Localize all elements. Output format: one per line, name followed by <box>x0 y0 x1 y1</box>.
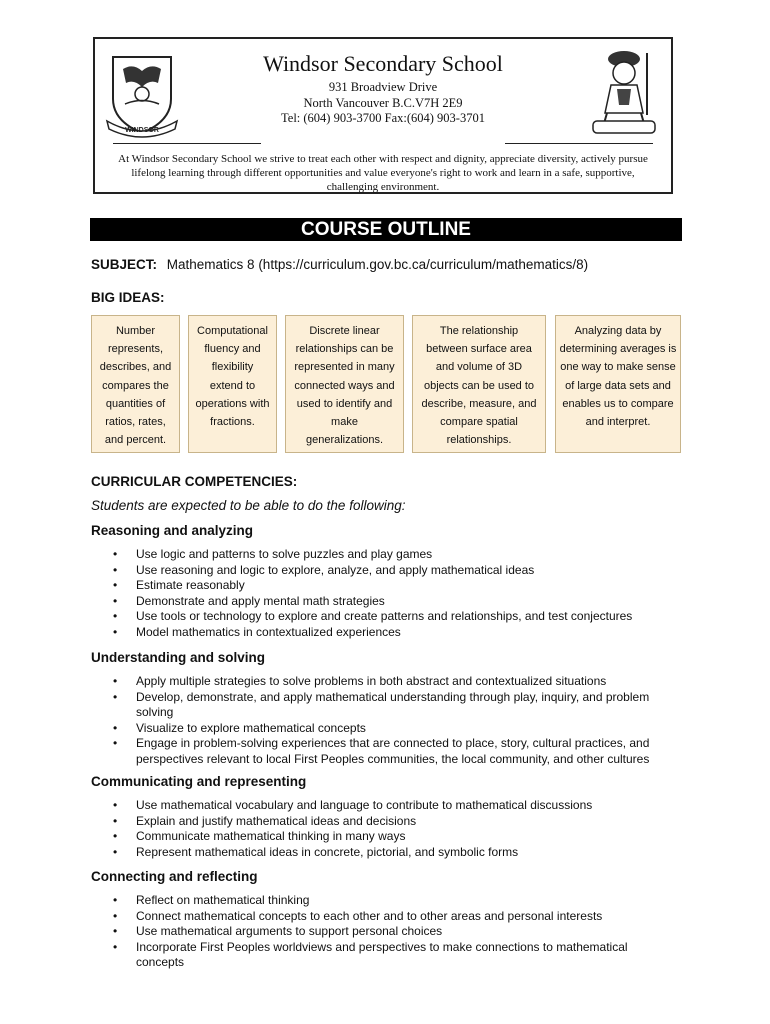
list-item: • Explain and justify mathematical ideas and decisions <box>108 814 698 830</box>
course-outline-banner: COURSE OUTLINE <box>90 218 682 241</box>
list-item: • Visualize to explore mathematical concepts <box>108 721 678 737</box>
section-title-understanding: Understanding and solving <box>91 650 266 665</box>
list-item: • Use mathematical vocabulary and language to contribute to mathematical discussions <box>108 798 698 814</box>
subject-label: SUBJECT: <box>91 257 158 272</box>
address-line-1: 931 Broadview Drive <box>328 80 438 94</box>
list-item: • Connect mathematical concepts to each other and to other areas and personal interests <box>108 909 668 925</box>
address-line-2: North Vancouver B.C.V7H 2E9 <box>303 96 463 110</box>
list-item: • Communicate mathematical thinking in many ways <box>108 829 698 845</box>
section-title-reasoning: Reasoning and analyzing <box>91 523 254 538</box>
mission-statement: At Windsor Secondary School we strive to treat each other with respect and dignity, appreciate diversity, actively pursue lifelong learning through different opportunities and value everyone's right to work and learn in a safe, supportive, challenging environment. <box>118 153 648 193</box>
school-name: Windsor Secondary School <box>263 51 503 76</box>
reasoning-list <box>108 547 698 640</box>
list-item: • Represent mathematical ideas in concrete, pictorial, and symbolic forms <box>108 845 698 861</box>
competencies-subtitle: Students are expected to be able to do the following: <box>91 498 406 513</box>
list-item: • Use logic and patterns to solve puzzles and play games <box>108 547 698 563</box>
list-item: • Reflect on mathematical thinking <box>108 893 668 909</box>
list-item: • Incorporate First Peoples worldviews and perspectives to make connections to mathematical concepts <box>108 940 668 971</box>
list-item: • Apply multiple strategies to solve problems in both abstract and contextualized situations <box>108 674 678 690</box>
school-header <box>93 37 673 194</box>
big-idea-card: Number represents, describes, and compares the quantities of ratios, rates, and percent. <box>91 315 180 453</box>
list-item: • Engage in problem-solving experiences that are connected to place, story, cultural practices, and perspectives relevant to local First Peoples communities, the local community, and other cultures <box>108 736 678 767</box>
subject-line <box>91 257 588 272</box>
list-item: • Model mathematics in contextualized experiences <box>108 625 698 641</box>
communicating-list <box>108 798 698 860</box>
connecting-list <box>108 893 668 971</box>
big-idea-card: Discrete linear relationships can be represented in many connected ways and used to identify and make generalizations. <box>285 315 404 453</box>
section-title-communicating: Communicating and representing <box>91 774 307 789</box>
list-item: • Demonstrate and apply mental math strategies <box>108 594 698 610</box>
crest-banner-text: WINDSOR <box>125 127 159 134</box>
big-idea-card: Computational fluency and flexibility extend to operations with fractions. <box>188 315 277 453</box>
list-item: • Develop, demonstrate, and apply mathematical understanding through play, inquiry, and problem solving <box>108 690 678 721</box>
big-idea-card: Analyzing data by determining averages is one way to make sense of large data sets and enables us to compare and interpret. <box>555 315 681 453</box>
list-item: • Use tools or technology to explore and create patterns and relationships, and test conjectures <box>108 609 698 625</box>
divider-right <box>505 143 653 144</box>
list-item: • Use reasoning and logic to explore, analyze, and apply mathematical ideas <box>108 563 698 579</box>
section-title-connecting: Connecting and reflecting <box>91 869 258 884</box>
contact-line: Tel: (604) 903-3700 Fax:(604) 903-3701 <box>281 111 485 125</box>
understanding-list <box>108 674 678 767</box>
list-item: • Use mathematical arguments to support personal choices <box>108 924 668 940</box>
divider-left <box>113 143 261 144</box>
competencies-heading: CURRICULAR COMPETENCIES: <box>91 474 298 489</box>
list-item: • Estimate reasonably <box>108 578 698 594</box>
mascot-logo <box>587 45 661 137</box>
big-ideas-heading: BIG IDEAS: <box>91 290 165 305</box>
big-idea-card: The relationship between surface area and volume of 3D objects can be used to describe, measure, and compare spatial relationships. <box>412 315 546 453</box>
subject-value: Mathematics 8 (https://curriculum.gov.bc.ca/curriculum/mathematics/8) <box>166 257 589 272</box>
